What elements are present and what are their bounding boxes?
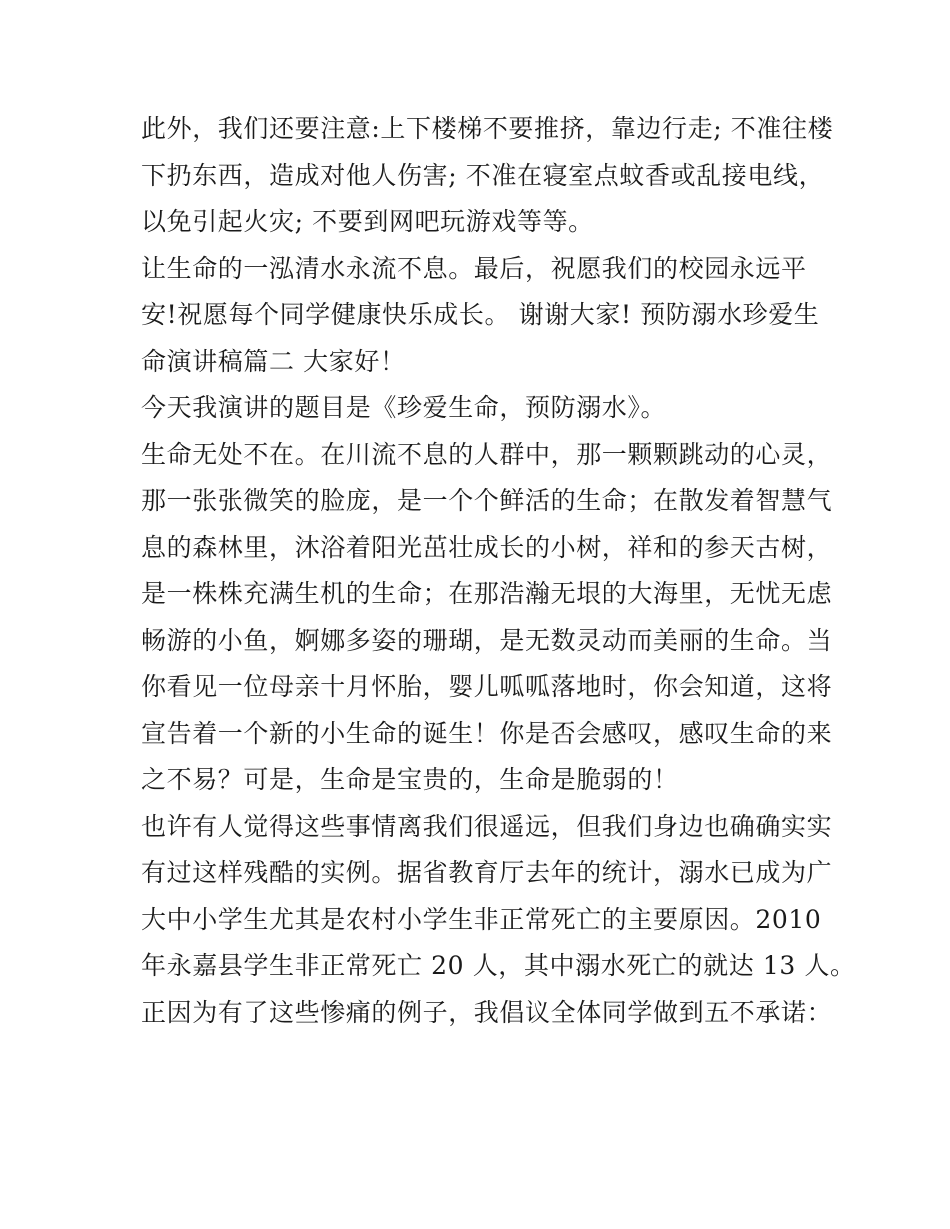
text-line-2: 下扔东西，造成对他人伤害; 不准在寝室点蚊香或乱接电线， <box>141 160 825 190</box>
document-body <box>141 106 856 1036</box>
text-line-6: 命演讲稿篇二 大家好！ <box>141 346 406 376</box>
text-line-5: 安!祝愿每个同学健康快乐成长。 谢谢大家! 预防溺水珍爱生 <box>141 300 820 329</box>
text-line-9: 那一张张微笑的脸庞，是一个个鲜活的生命；在散发着智慧气 <box>141 486 833 515</box>
text-line-14: 宣告着一个新的小生命的诞生！你是否会感叹，感叹生命的来 <box>141 718 833 748</box>
text-line-18: 大中小学生尤其是农村小学生非正常死亡的主要原因。2010 <box>141 904 822 934</box>
text-line-3: 以免引起火灾; 不要到网吧玩游戏等等。 <box>141 207 594 236</box>
text-line-16: 也许有人觉得这些事情离我们很遥远，但我们身边也确确实实 <box>141 811 833 841</box>
text-line-15: 之不易？可是，生命是宝贵的，生命是脆弱的！ <box>141 765 679 794</box>
text-line-12: 畅游的小鱼，婀娜多姿的珊瑚，是无数灵动而美丽的生命。当 <box>141 625 833 655</box>
text-line-7: 今天我演讲的题目是《珍爱生命，预防溺水》。 <box>141 393 667 422</box>
text-line-11: 是一株株充满生机的生命；在那浩瀚无垠的大海里，无忧无虑 <box>141 579 833 608</box>
text-line-19: 年永嘉县学生非正常死亡 20 人，其中溺水死亡的就达 13 人。 <box>141 951 856 980</box>
text-line-20: 正因为有了这些惨痛的例子，我倡议全体同学做到五不承诺： <box>141 997 833 1027</box>
text-line-1: 此外，我们还要注意:上下楼梯不要推挤，靠边行走; 不准往楼 <box>141 114 834 143</box>
text-line-10: 息的森林里，沐浴着阳光茁壮成长的小树，祥和的参天古树， <box>141 532 833 562</box>
text-line-17: 有过这样残酷的实例。据省教育厅去年的统计，溺水已成为广 <box>141 858 833 887</box>
text-line-4: 让生命的一泓清水永流不息。最后，祝愿我们的校园永远平 <box>141 253 807 283</box>
text-line-13: 你看见一位母亲十月怀胎，婴儿呱呱落地时，你会知道，这将 <box>141 672 833 701</box>
text-line-8: 生命无处不在。在川流不息的人群中，那一颗颗跳动的心灵， <box>141 439 833 469</box>
